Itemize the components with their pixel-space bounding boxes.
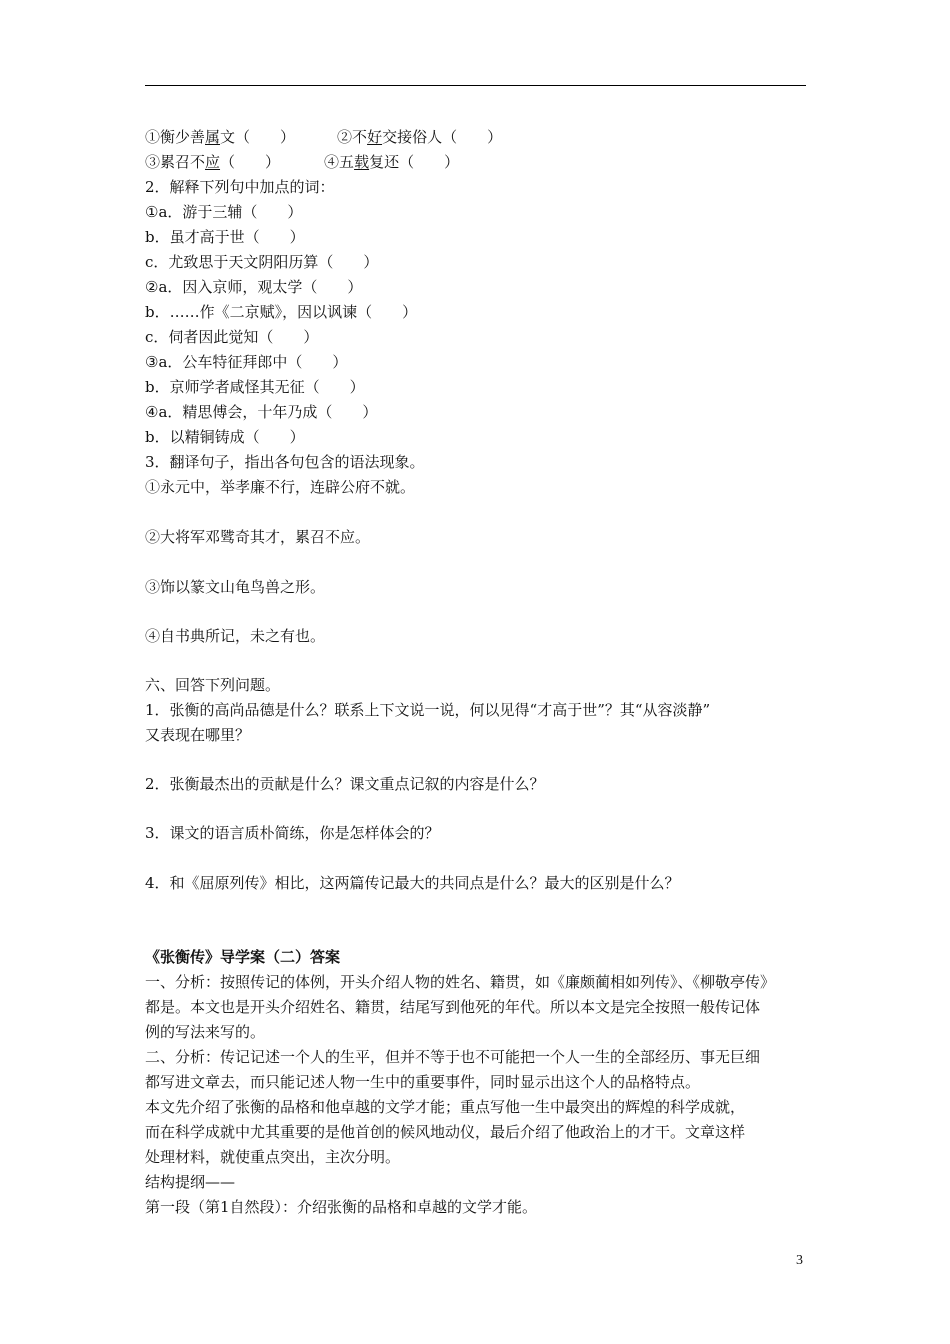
- q3-item: ④自书典所记，未之有也。: [145, 627, 326, 645]
- answers-line: 本文先介绍了张衡的品格和他卓越的文学才能；重点写他一生中最突出的辉煌的科学成就，: [145, 1098, 746, 1116]
- answers-line: 第一段（第1自然段）：介绍张衡的品格和卓越的文学才能。: [145, 1198, 538, 1216]
- answers-line: 一、分析：按照传记的体例，开头介绍人物的姓名、籍贯，如《廉颇蔺相如列传》、《柳敬亭传》: [145, 973, 776, 991]
- q2-item: c．尤致思于天文阴阳历算（ ）: [145, 253, 379, 271]
- section6-q1-line2: 又表现在哪里？: [145, 726, 251, 744]
- q2-item: b．虽才高于世（ ）: [145, 228, 305, 246]
- section6-title: 六、回答下列问题。: [145, 676, 281, 694]
- q3-item: ①永元中，举孝廉不行，连辟公府不就。: [145, 478, 416, 496]
- q2-item: b．京师学者咸怪其无征（ ）: [145, 378, 365, 396]
- answers-line: 例的写法来写的。: [145, 1023, 266, 1041]
- answers-line: 都写进文章去，而只能记述人物一生中的重要事件，同时显示出这个人的品格特点。: [145, 1073, 701, 1091]
- q3-title: 3．翻译句子，指出各句包含的语法现象。: [145, 453, 425, 471]
- answers-line: 都是。本文也是开头介绍姓名、籍贯，结尾写到他死的年代。所以本文是完全按照一般传记体: [145, 998, 761, 1016]
- q2-item: ①a．游于三辅（ ）: [145, 203, 303, 221]
- q2-title: 2．解释下列句中加点的词：: [145, 178, 335, 196]
- header-rule: [145, 85, 806, 86]
- q3-item: ③饰以篆文山龟鸟兽之形。: [145, 578, 326, 596]
- section6-q3: 3．课文的语言质朴简练，你是怎样体会的？: [145, 824, 440, 842]
- q2-item: b．……作《二京赋》，因以讽谏（ ）: [145, 303, 418, 321]
- page-number: 3: [796, 1253, 803, 1268]
- section6-q4: 4．和《屈原列传》相比，这两篇传记最大的共同点是什么？最大的区别是什么？: [145, 874, 680, 892]
- q2-item: b．以精铜铸成（ ）: [145, 428, 305, 446]
- q2-item: ②a．因入京师，观太学（ ）: [145, 278, 363, 296]
- section6-q1-line1: 1．张衡的高尚品德是什么？联系上下文说一说，何以见得“才高于世”？其“从容淡静”: [145, 701, 711, 719]
- section6-q2: 2．张衡最杰出的贡献是什么？课文重点记叙的内容是什么？: [145, 775, 545, 793]
- answers-line: 二、分析：传记记述一个人的生平，但并不等于也不可能把一个人一生的全部经历、事无巨细: [145, 1048, 761, 1066]
- q1-row-2: ③累召不应（ ） ④五载复还（ ）: [145, 153, 460, 171]
- answers-line: 处理材料，就使重点突出，主次分明。: [145, 1148, 401, 1166]
- q2-item: ③a．公车特征拜郎中（ ）: [145, 353, 348, 371]
- answers-line: 而在科学成就中尤其重要的是他首创的候风地动仪，最后介绍了他政治上的才干。文章这样: [145, 1123, 746, 1141]
- q3-item: ②大将军邓骘奇其才，累召不应。: [145, 528, 371, 546]
- q1-row-1: ①衡少善属文（ ） ②不好交接俗人（ ）: [145, 128, 503, 146]
- answers-line: 结构提纲——: [145, 1173, 236, 1191]
- q2-item: ④a．精思傅会，十年乃成（ ）: [145, 403, 378, 421]
- q2-item: c．伺者因此觉知（ ）: [145, 328, 319, 346]
- answers-title: 《张衡传》导学案（二）答案: [145, 948, 341, 966]
